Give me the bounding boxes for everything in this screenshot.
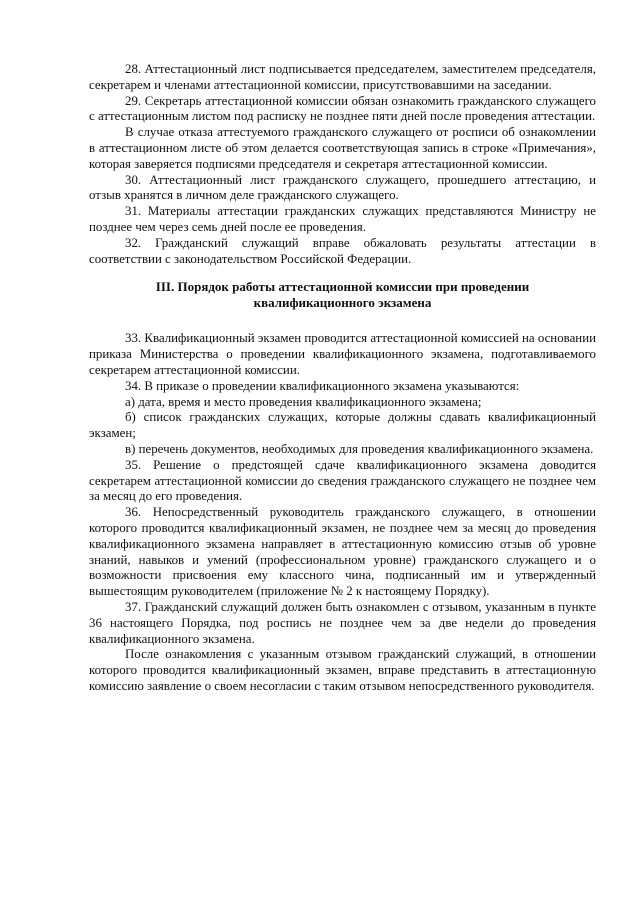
paragraph-34: 34. В приказе о проведении квалификационного экзамена указываются: [125, 378, 520, 393]
document-page [89, 62, 596, 695]
paragraph-32: 32. Гражданский служащий вправе обжаловать результаты аттестации в соответствии с законодательством Российской Федерации. [89, 235, 596, 266]
paragraph-34-item-a: а) дата, время и место проведения квалификационного экзамена; [125, 394, 482, 409]
paragraph-37: 37. Гражданский служащий должен быть ознакомлен с отзывом, указанным в пункте 36 настоящего Порядка, под роспись не позднее чем за две недели до проведения квалификационного экзамена. [89, 599, 596, 646]
paragraph-29: 29. Секретарь аттестационной комиссии обязан ознакомить гражданского служащего с аттестационным листом под расписку не позднее пяти дней после проведения аттестации. [89, 93, 596, 124]
paragraph-28: 28. Аттестационный лист подписывается председателем, заместителем председателя, секретарем и членами аттестационной комиссии, присутствовавшими на заседании. [89, 62, 596, 92]
section-heading-line-1: III. Порядок работы аттестационной комиссии при проведении [155, 279, 530, 295]
paragraph-33: 33. Квалификационный экзамен проводится аттестационной комиссией на основании приказа Министерства о проведении квалификационного экзамена, подготавливаемого секретарем аттестационной комиссии. [89, 331, 596, 377]
paragraph-29-refusal: В случае отказа аттестуемого гражданского служащего от росписи об ознакомлении в аттестационном листе об этом делается соответствующая запись в строке «Примечания», которая заверяется подписями председателя и секретаря аттестационной комиссии. [89, 125, 596, 171]
section-heading [89, 279, 596, 311]
paragraph-34-item-b: б) список гражданских служащих, которые должны сдавать квалификационный экзамен; [89, 410, 596, 441]
paragraph-35: 35. Решение о предстоящей сдаче квалификационного экзамена доводится секретарем аттестационной комиссии до сведения гражданского служащего не позднее чем за месяц до его проведения. [89, 457, 596, 504]
paragraph-37-objection: После ознакомления с указанным отзывом гражданский служащий, в отношении которого проводится квалификационный экзамен, вправе представить в аттестационную комиссию заявление о своем несогласии с таким отзывом непосредственного руководителя. [89, 647, 596, 693]
paragraph-34-item-c: в) перечень документов, необходимых для проведения квалификационного экзамена. [125, 441, 594, 456]
section-heading-line-2: квалификационного экзамена [253, 295, 432, 311]
paragraph-36: 36. Непосредственный руководитель гражданского служащего, в отношении которого проводится квалификационный экзамен, не позднее чем за месяц до проведения квалификационного экзамена направляет в аттестационную комиссию отзыв об уровне знаний, навыков и умений (профессиональном уровне) гражданского служащего и о возможности присвоения ему классного чина, подписанный им и утвержденный вышестоящим руководителем (приложение № 2 к настоящему Порядку). [89, 505, 596, 599]
paragraph-31: 31. Материалы аттестации гражданских служащих представляются Министру не позднее чем через семь дней после ее проведения. [89, 204, 596, 234]
paragraph-30: 30. Аттестационный лист гражданского служащего, прошедшего аттестацию, и отзыв хранятся в личном деле гражданского служащего. [89, 172, 596, 203]
